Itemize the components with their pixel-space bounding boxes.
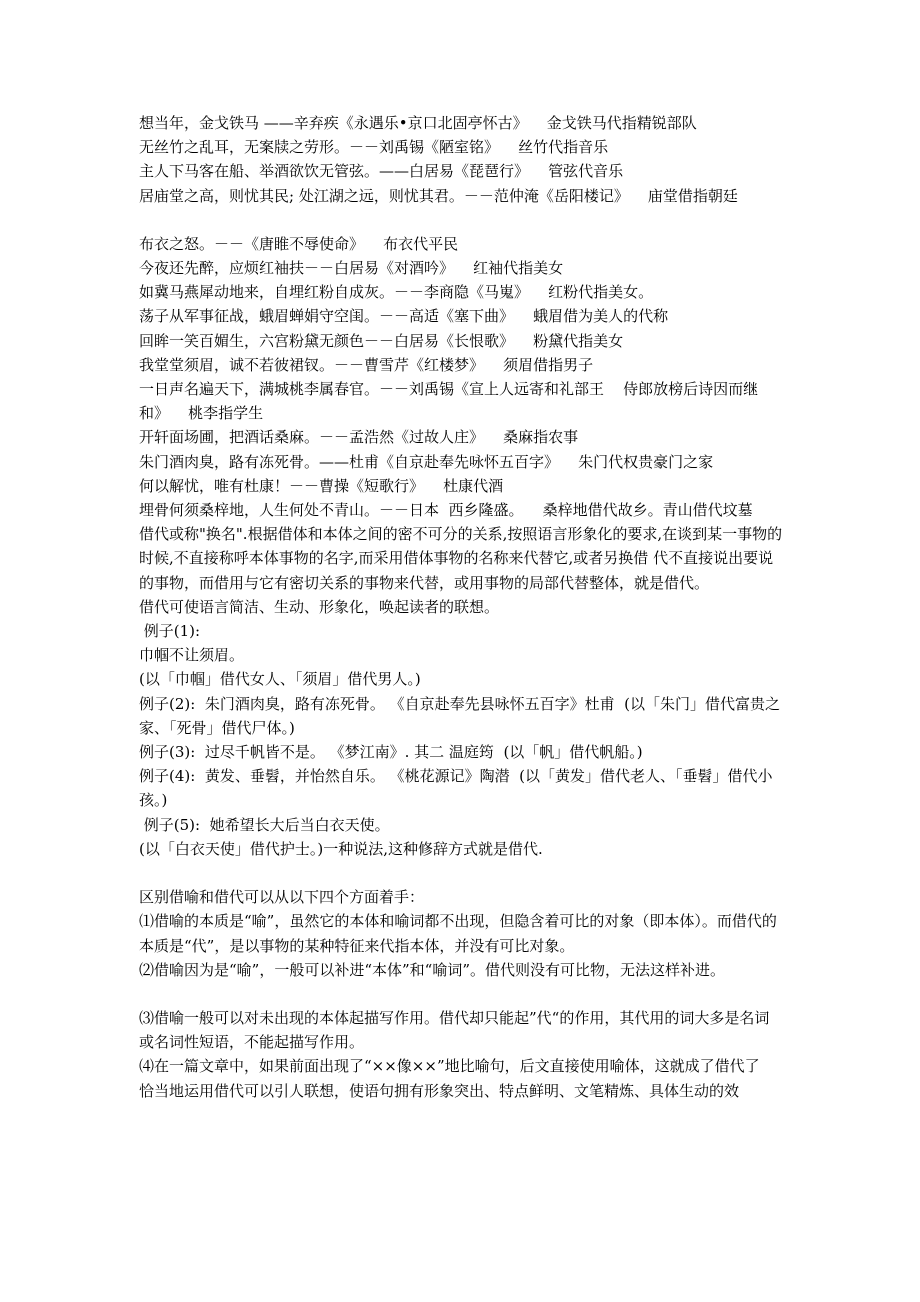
text-line: 区别借喻和借代可以从以下四个方面着手： (139, 888, 425, 907)
text-line: 居庙堂之高，则忧其民; 处江湖之远，则忧其君。－－范仲淹《岳阳楼记》 庙堂借指朝廷 (139, 186, 738, 205)
text-line: 何以解忧，唯有杜康！－－曹操《短歌行》 杜康代酒 (139, 476, 504, 495)
text-line: (以「巾帼」借代女人、「须眉」借代男人。) (139, 670, 421, 689)
text-line: ⑴借喻的本质是“喻”，虽然它的本体和喻词都不出现，但隐含着可比的对象（即本体）。而借代的本质是“代”，是以事物的某种特征来代指本体，并没有可比对象。 (139, 912, 777, 955)
text-line: 荡子从军事征战，蛾眉蝉娟守空闺。－－高适《塞下曲》 蛾眉借为美人的代称 (139, 307, 669, 326)
text-line: 无丝竹之乱耳，无案牍之劳形。－－刘禹锡《陋室铭》 丝竹代指音乐 (139, 138, 609, 157)
text-line: 主人下马客在船、举酒欲饮无管弦。——白居易《琵琶行》 管弦代音乐 (139, 162, 624, 181)
text-line: 布衣之怒。－－《唐睢不辱使命》 布衣代平民 (139, 234, 459, 253)
blank-line (139, 982, 784, 1006)
text-line: 例子(1): (139, 622, 201, 641)
text-line: 借代可使语言简洁、生动、形象化，唤起读者的联想。 (139, 597, 500, 616)
text-line: 想当年，金戈铁马 ——辛弃疾《永遇乐•京口北固亭怀古》 金戈铁马代指精锐部队 (139, 114, 697, 132)
text-line: (以「白衣天使」借代护士。)一种说法,这种修辞方式就是借代. (139, 839, 543, 858)
text-line: ⑶借喻一般可以对未出现的本体起描写作用。借代却只能起”代“的作用，其代用的词大多是名词或名词性短语，不能起描写作用。 (139, 1008, 770, 1052)
text-line: 例子(4): 黄发、垂髫，并怡然自乐。 《桃花源记》陶潜 (以「黄发」借代老人、「垂髫」借代小孩。) (139, 767, 773, 810)
text-line: 一日声名遍天下，满城桃李属春官。－－刘禹锡《宣上人远寄和礼部王 侍郎放榜后诗因而继和》 桃李指学生 (139, 380, 759, 423)
blank-line (139, 208, 784, 232)
text-line: 例子(5): 她希望长大后当白衣天使。 (139, 815, 390, 834)
text-line: 我堂堂须眉，诚不若彼裙钗。－－曹雪芹《红楼梦》 须眉借指男子 (139, 355, 594, 374)
text-line: 例子(3): 过尽千帆皆不是。 《梦江南》. 其二 温庭筠 (以「帆」借代帆船。) (139, 743, 643, 762)
text-line: 借代或称"换名".根据借体和本体之间的密不可分的关系,按照语言形象化的要求,在谈到某一事物的时候,不直接称呼本体事物的名字,而采用借体事物的名称来代替它,或者另换借 代不直接说出要说的事物，而借用与它有密切关系的事物来代替，或用事物的局部代替整体，就是借代。 (139, 525, 783, 592)
text-line: 如冀马燕犀动地来，自埋红粉自成灰。－－李商隐《马嵬》 红粉代指美女。 (139, 283, 654, 302)
text-line: 例子(2): 朱门酒肉臭，路有冻死骨。 《自京赴奉先县咏怀五百字》杜甫 (以「朱门」借代富贵之家、「死骨」借代尸体。) (139, 694, 780, 737)
document-body (139, 111, 784, 1103)
text-line: 埋骨何须桑梓地，人生何处不青山。－－日本 西乡隆盛。 桑梓地借代故乡。青山借代坟墓 (139, 501, 753, 520)
text-line: ⑷在一篇文章中，如果前面出现了“××像××”地比喻句，后文直接使用喻体，这就成了借代了 (139, 1057, 760, 1076)
text-line: 开轩面场圃，把酒话桑麻。－－孟浩然《过故人庄》 桑麻指农事 (139, 428, 579, 447)
text-line: ⑵借喻因为是“喻”，一般可以补进“本体”和“喻词”。借代则没有可比物，无法这样补进。 (139, 960, 726, 979)
text-line: 恰当地运用借代可以引人联想，使语句拥有形象突出、特点鲜明、文笔精炼、具体生动的效 (139, 1081, 740, 1100)
text-line: 朱门酒肉臭，路有冻死骨。——杜甫《自京赴奉先咏怀五百字》 朱门代权贵豪门之家 (139, 452, 714, 471)
text-line: 回眸一笑百媚生，六宫粉黛无颜色－－白居易《长恨歌》 粉黛代指美女 (139, 331, 624, 350)
blank-line (139, 861, 784, 885)
text-line: 巾帼不让须眉。 (139, 646, 245, 665)
text-line: 今夜还先醉，应烦红袖扶－－白居易《对酒吟》 红袖代指美女 (139, 259, 564, 278)
